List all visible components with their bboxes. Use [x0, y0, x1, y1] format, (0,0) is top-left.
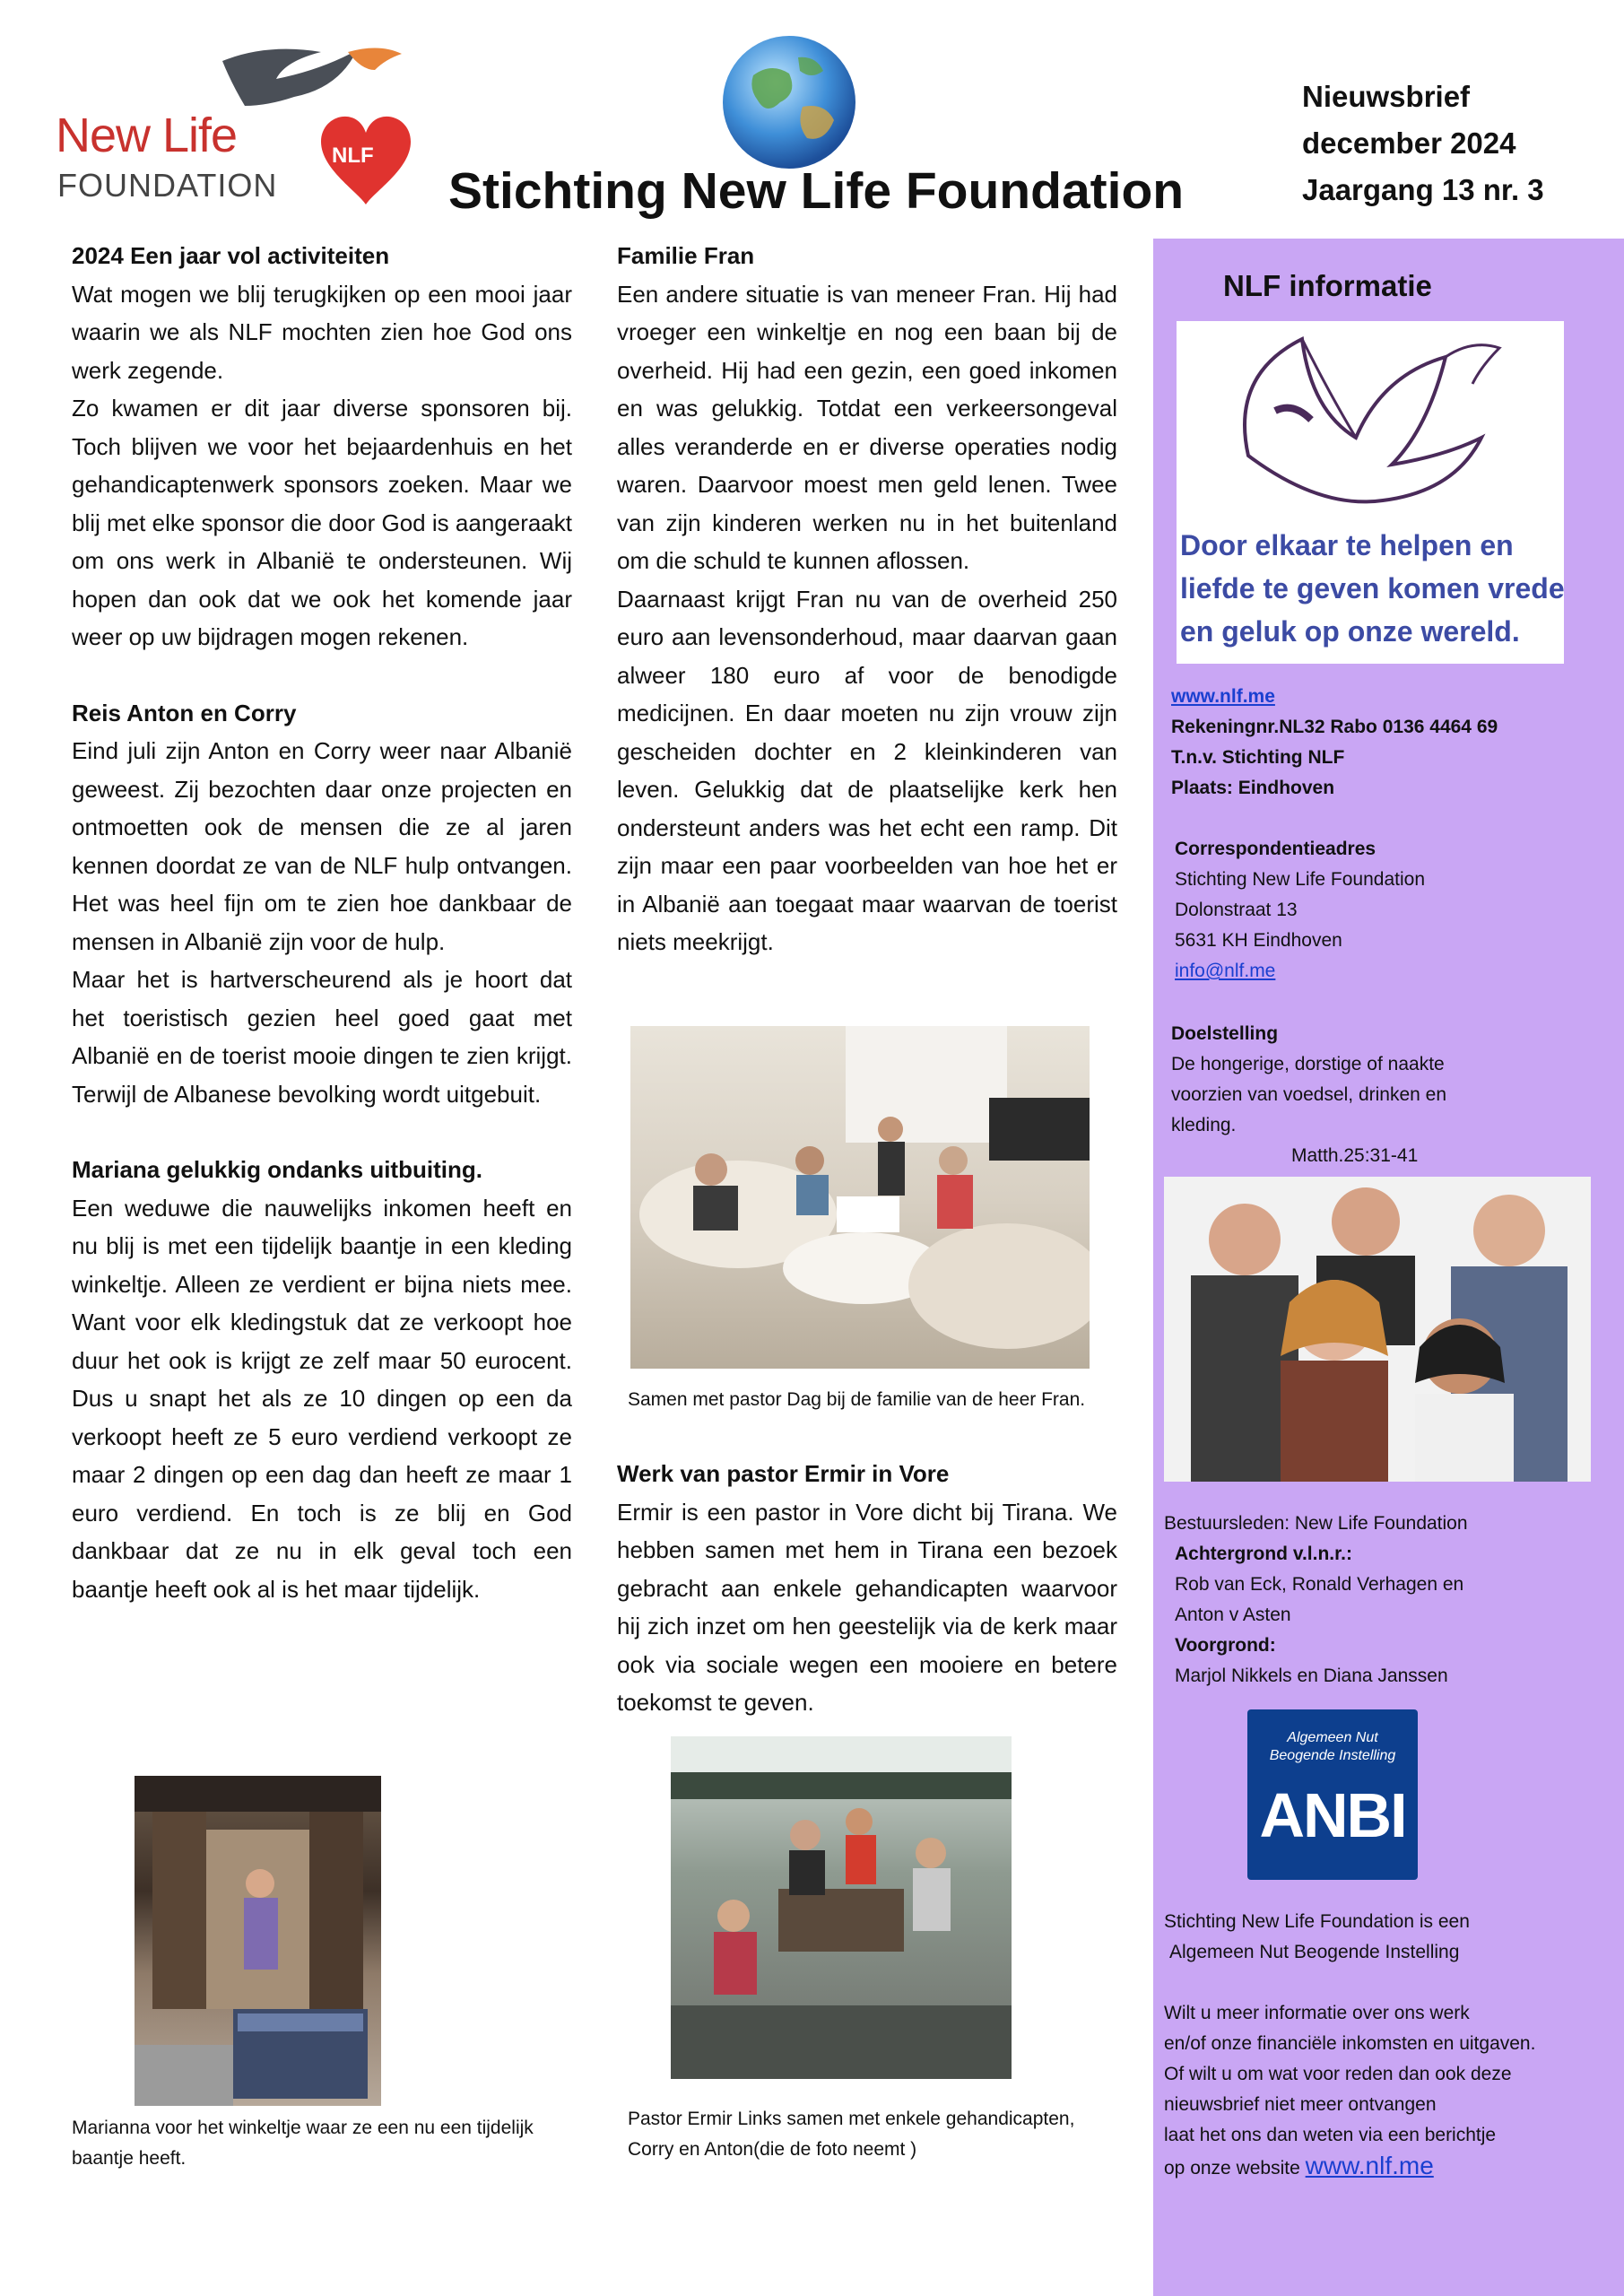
sidebar-more-info [1164, 1998, 1535, 2184]
article-paragraph: Ermir is een pastor in Vore dicht bij Tirana. We hebben samen met hem in Tirana een bezoek gebracht aan enkele gehandicapten waarvoor hij zich inzet om hen geestelijk via de kerk maar ook via sociale wegen een mooiere en betere toekomst te geven. [617, 1498, 1117, 1716]
more-info-line [1164, 2151, 1535, 2184]
more-info-line: en/of onze financiële inkomsten en uitgaven. [1164, 2033, 1536, 2054]
board-background-title: Achtergrond v.l.n.r.: [1175, 1544, 1352, 1564]
goal-line: De hongerige, dorstige of naakte [1171, 1054, 1445, 1074]
address-line: 5631 KH Eindhoven [1175, 930, 1342, 951]
sidebar-heading: NLF informatie [1223, 269, 1432, 302]
article-title-fran: Familie Fran [617, 242, 755, 269]
sidebar-slogan [1180, 524, 1568, 653]
goal-line: voorzien van voedsel, drinken en [1171, 1084, 1447, 1105]
sidebar-goal [1171, 1019, 1446, 1171]
article-title-ermir: Werk van pastor Ermir in Vore [617, 1460, 950, 1487]
column-middle-lower [617, 1455, 1117, 1722]
goal-line: kleding. [1171, 1115, 1237, 1135]
article-paragraph: Wat mogen we blij terugkijken op een mooi jaar waarin we als NLF mochten zien hoe God ons werk zegende. [72, 280, 572, 384]
anbi-subtitle [1247, 1729, 1418, 1765]
anbi-line: Algemeen Nut Beogende Instelling [1169, 1942, 1460, 1962]
more-info-text: op onze website [1164, 2158, 1300, 2179]
anbi-logo [1247, 1709, 1418, 1880]
photo-fran-drawing [630, 1026, 1090, 1369]
sidebar-anbi-text [1164, 1907, 1470, 1968]
more-info-line: Of wilt u om wat voor reden dan ook deze [1164, 2064, 1512, 2084]
goal-title: Doelstelling [1171, 1023, 1279, 1044]
photo-ermir-drawing [671, 1736, 1012, 2079]
address-line: Dolonstraat 13 [1175, 900, 1298, 920]
website-link-footer[interactable]: www.nlf.me [1305, 2152, 1434, 2179]
sidebar-correspondence [1175, 834, 1425, 987]
photo-board-drawing [1164, 1177, 1591, 1482]
article-title-mariana: Mariana gelukkig ondanks uitbuiting. [72, 1156, 482, 1183]
bird-wing-icon [222, 49, 357, 106]
article-paragraph: Een andere situatie is van meneer Fran. Hij had vroeger een winkeltje en nog een baan bij de overheid. Hij had een gezin, een goed inkomen en was gelukkig. Totdat een verkeersongeval alles veranderde en er diverse operaties nodig waren. Daarvoor moest men geld lenen. Twee van zijn kinderen werken nu in het buitenland om die schuld te kunnen aflossen. [617, 280, 1117, 574]
dove-icon [1177, 321, 1564, 527]
board-title: Bestuursleden: New Life Foundation [1164, 1513, 1468, 1534]
slogan-line: liefde te geven komen vrede [1180, 572, 1565, 604]
issue-label: Nieuwsbrief [1302, 80, 1471, 113]
anbi-subtitle-line: Algemeen Nut [1287, 1730, 1378, 1745]
more-info-line: nieuwsbrief niet meer ontvangen [1164, 2094, 1437, 2115]
anbi-line: Stichting New Life Foundation is een [1164, 1911, 1470, 1932]
website-link[interactable]: www.nlf.me [1171, 686, 1275, 707]
photo-caption-fran: Samen met pastor Dag bij de familie van de heer Fran. [628, 1389, 1086, 1410]
board-background-names: Anton v Asten [1175, 1605, 1291, 1625]
account-holder: T.n.v. Stichting NLF [1171, 747, 1345, 768]
photo-mariana-shop [135, 1776, 381, 2106]
address-line: Stichting New Life Foundation [1175, 869, 1425, 890]
bird-head-icon [348, 48, 402, 70]
photo-caption-ermir [628, 2104, 1130, 2165]
bank-account: Rekeningnr.NL32 Rabo 0136 4464 69 [1171, 717, 1498, 737]
column-middle [617, 237, 1117, 961]
caption-line: Corry en Anton(die de foto neemt ) [628, 2139, 917, 2160]
photo-family-fran [630, 1026, 1090, 1369]
photo-mariana-drawing [135, 1776, 381, 2106]
issue-info [1302, 74, 1544, 213]
article-paragraph: Eind juli zijn Anton en Corry weer naar Albanië geweest. Zij bezochten daar onze projecten en ontmoetten ook de mensen die ze al jaren kennen doordat ze van de NLF hulp ontvangen. Het was heel fijn om te zien hoe dankbaar de mensen in Albanië zijn voor de hulp. [72, 737, 572, 955]
article-title-trip: Reis Anton en Corry [72, 699, 297, 726]
article-paragraph: Zo kwamen er dit jaar diverse sponsoren bij. Toch blijven we voor het bejaardenhuis en het gehandicaptenwerk sponsors zoeken. Maar we blij met elke sponsor die door God is aangeraakt om ons werk in Albanië te ondersteunen. Wij hopen dan ook dat we ook het komende jaar weer op uw bijdragen mogen rekenen. [72, 395, 572, 650]
logo-badge-nlf: NLF [332, 144, 374, 168]
issue-date: december 2024 [1302, 126, 1516, 160]
anbi-logo-text: ANBI [1259, 1780, 1406, 1850]
article-paragraph: Daarnaast krijgt Fran nu van de overheid 250 euro aan levensonderhoud, maar daarvan gaan alweer 180 euro af voor de benodigde medicijnen. En daar moeten nu zijn vrouw zijn gescheiden dochter en 2 kleinkinderen van leven. Gelukkig dat de plaatselijke kerk hen ondersteunt anders was het echt een ramp. Dit zijn maar een paar voorbeelden van hoe het er in Albanië aan toegaat maar waarvan de toerist niets meekrijgt. [617, 585, 1117, 955]
sidebar-contact [1171, 682, 1498, 804]
board-background-names: Rob van Eck, Ronald Verhagen en [1175, 1574, 1464, 1595]
board-foreground-title: Voorgrond: [1175, 1635, 1276, 1656]
correspondence-title: Correspondentieadres [1175, 839, 1376, 859]
account-place: Plaats: Eindhoven [1171, 778, 1335, 798]
sidebar-board [1164, 1509, 1468, 1692]
article-paragraph: Een weduwe die nauwelijks inkomen heeft en nu blij is met een tijdelijk baantje in een kleding winkeltje. Alleen ze verdient er bijna niets mee. Want voor elk kledingstuk dat ze verkoopt hoe duur het ook is krijgt ze zelf maar 50 eurocent. Dus u snapt het als ze 10 dingen op een da verkoopt heeft ze 5 euro verdiend verkoopt ze maar 2 dingen op een dag dan heeft ze maar 1 euro verdiend. En toch is ze blij en God dankbaar dat ze nu in elk geval toch een baantje heeft ook al is het maar tijdelijk. [72, 1194, 572, 1603]
slogan-line: Door elkaar te helpen en [1180, 529, 1514, 561]
board-foreground-names: Marjol Nikkels en Diana Janssen [1175, 1665, 1448, 1686]
photo-caption-mariana: Marianna voor het winkeltje waar ze een nu een tijdelijk baantje heeft. [72, 2118, 534, 2169]
slogan-line: en geluk op onze wereld. [1180, 615, 1520, 648]
logo-text-foundation: FOUNDATION [57, 167, 278, 204]
email-link[interactable]: info@nlf.me [1175, 961, 1276, 981]
anbi-subtitle-line: Beogende Instelling [1269, 1748, 1396, 1763]
more-info-line: laat het ons dan weten via een berichtje [1164, 2125, 1497, 2145]
globe-icon [717, 30, 861, 174]
more-info-line: Wilt u meer informatie over ons werk [1164, 2003, 1470, 2023]
issue-volume: Jaargang 13 nr. 3 [1302, 173, 1544, 206]
article-paragraph: Maar het is hartverscheurend als je hoort dat het toeristisch gezien heel goed gaat met Albanië en de toerist mooie dingen te zien krijgt. Terwijl de Albanese bevolking wordt uitgebuit. [72, 966, 572, 1108]
photo-board-members [1164, 1177, 1591, 1482]
logo-text-newlife: New Life [56, 109, 238, 162]
page-title: Stichting New Life Foundation [448, 162, 1185, 220]
column-left [72, 237, 572, 1608]
article-title-year: 2024 Een jaar vol activiteiten [72, 242, 390, 269]
goal-reference: Matth.25:31-41 [1291, 1145, 1419, 1166]
photo-pastor-ermir [671, 1736, 1012, 2079]
caption-line: Pastor Ermir Links samen met enkele gehandicapten, [628, 2109, 1075, 2129]
